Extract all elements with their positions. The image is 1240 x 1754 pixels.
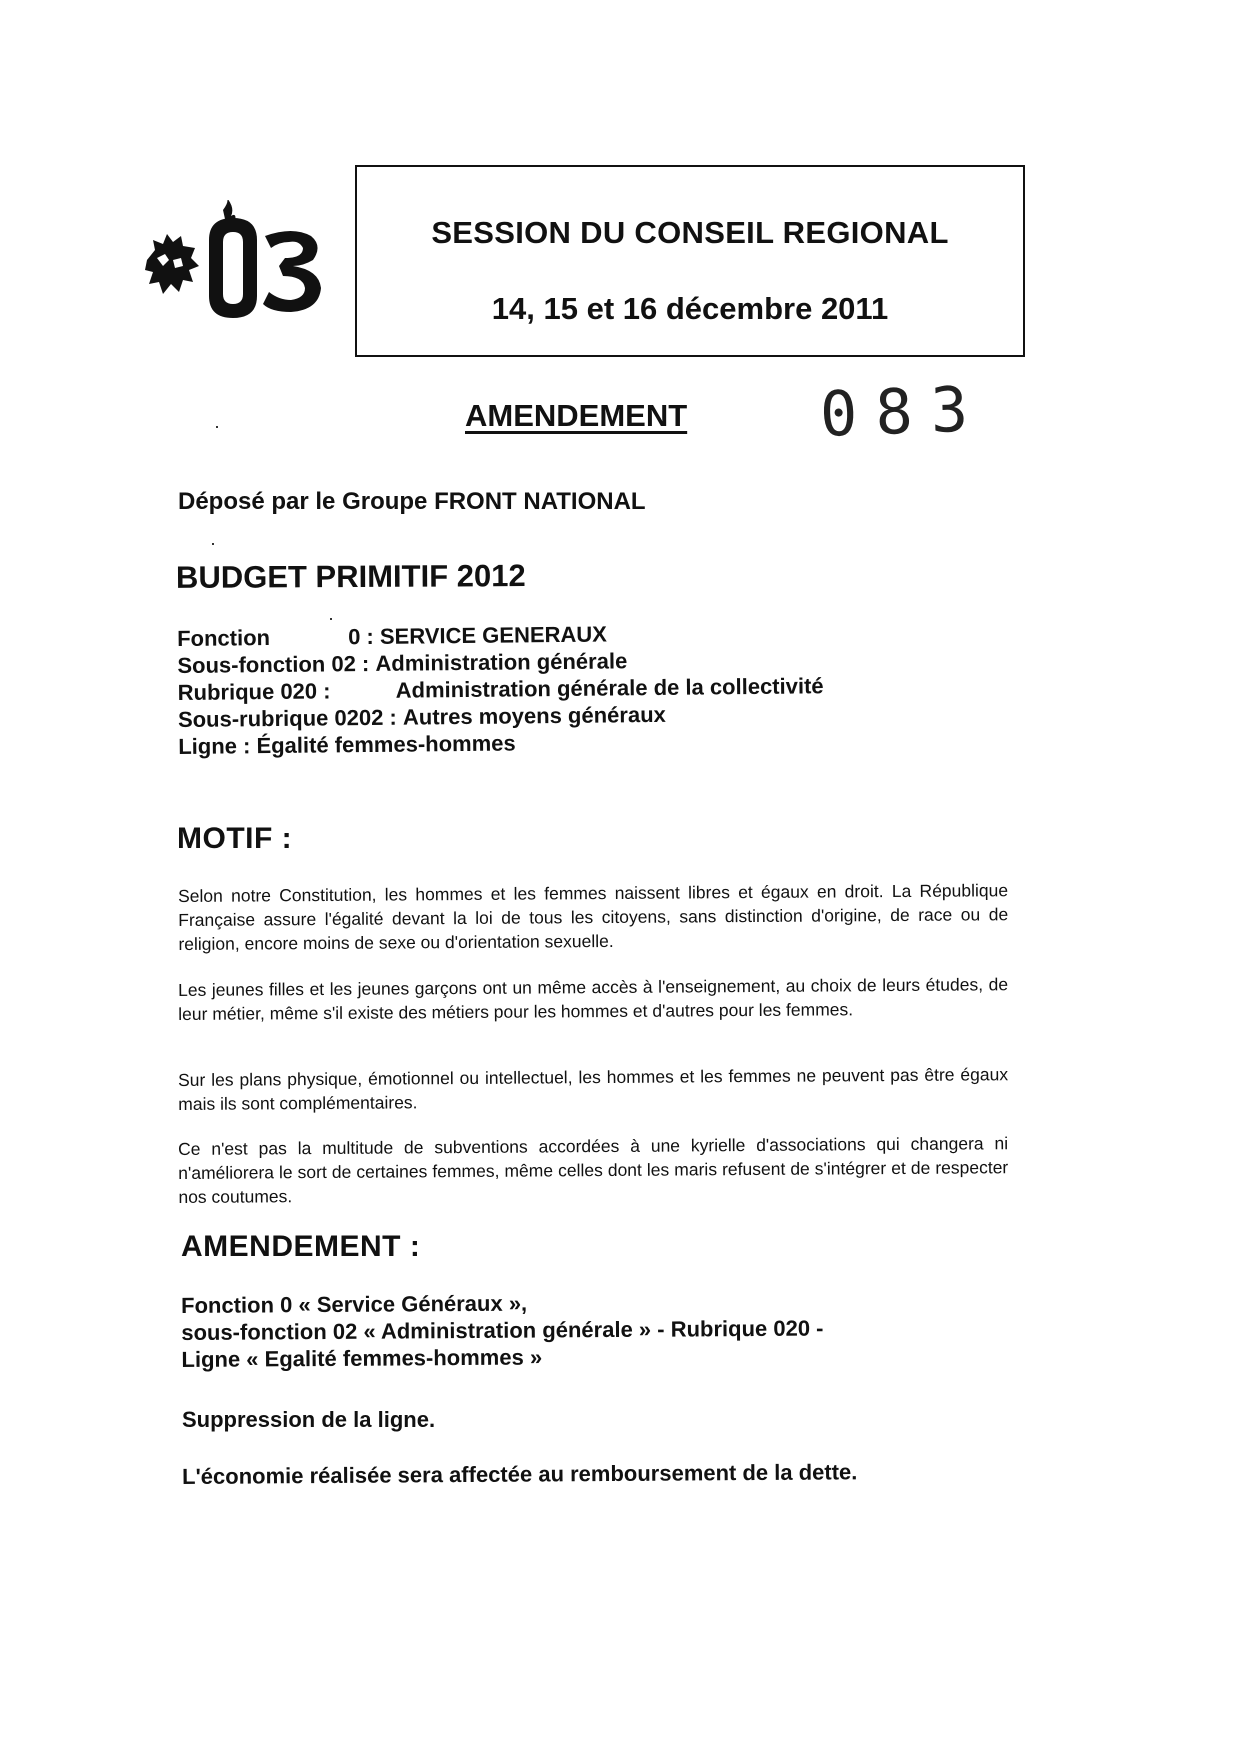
motif-paragraph: Selon notre Constitution, les hommes et les femmes naissent libres et égaux en droit. La République Française assure l'égalité devant la loi de tous les citoyens, sans distinction d'origine, de race ou de religion, encore moins de sexe ou d'orientation sexuelle.	[178, 880, 1009, 954]
motif-paragraph: Les jeunes filles et les jeunes garçons ont un même accès à l'enseignement, au choix de leurs études, de leur métier, même s'il existe des métiers pour les hommes et d'autres pour les femmes.	[178, 974, 1009, 1024]
suppression-text: Suppression de la ligne.	[182, 1407, 436, 1432]
motif-paragraph: Ce n'est pas la multitude de subventions accordées à une kyrielle d'associations qui changera ni n'améliorera le sort de certaines femmes, même celles dont les maris refusent de s'intégrer et de respecter nos coutumes.	[178, 1133, 1009, 1207]
classification-label: Rubrique 020 :	[177, 678, 331, 705]
deposited-by: Déposé par le Groupe FRONT NATIONAL	[178, 488, 646, 515]
region-logo	[143, 200, 343, 350]
amendment-title: AMENDEMENT	[465, 398, 688, 433]
session-header-box	[355, 165, 1025, 357]
session-dates: 14, 15 et 16 décembre 2011	[491, 291, 889, 326]
session-title: SESSION DU CONSEIL REGIONAL	[431, 215, 949, 250]
classification-value: Autres moyens généraux	[402, 701, 666, 730]
classification-value: Administration générale de la collectivité	[395, 673, 824, 703]
classification-value: Administration générale	[375, 648, 628, 676]
classification-label: Sous-fonction 02 :	[177, 650, 376, 678]
amendment-line: sous-fonction 02 « Administration générale » - Rubrique 020 -	[181, 1315, 824, 1345]
classification-label: Ligne :	[178, 733, 257, 759]
amendment-detail	[181, 1288, 824, 1373]
budget-classification	[177, 618, 824, 760]
scan-speck	[212, 543, 214, 545]
amendment-section-title: AMENDEMENT :	[181, 1230, 421, 1263]
scan-speck	[330, 618, 332, 620]
classification-value: Égalité femmes-hommes	[256, 730, 516, 759]
budget-title: BUDGET PRIMITIF 2012	[175, 558, 526, 595]
amendment-line: Fonction 0 « Service Généraux »,	[181, 1290, 528, 1318]
classification-label: Sous-rubrique 0202 :	[177, 704, 404, 732]
motif-title: MOTIF :	[177, 822, 293, 855]
motif-paragraph: Sur les plans physique, émotionnel ou intellectuel, les hommes et les femmes ne peuvent pas être égaux mais ils sont complémentaires.	[178, 1064, 1009, 1114]
classification-label: Fonction	[177, 625, 271, 651]
economy-text: L'économie réalisée sera affectée au remboursement de la dette.	[182, 1459, 858, 1489]
classification-label: 0 :	[348, 623, 381, 650]
classification-value: SERVICE GENERAUX	[379, 621, 608, 649]
amendment-line: Ligne « Egalité femmes-hommes »	[181, 1344, 543, 1372]
amendment-number: 083	[818, 372, 988, 451]
scan-speck	[216, 426, 218, 428]
lion-emblem-icon	[143, 200, 343, 350]
classification-row	[178, 726, 824, 760]
